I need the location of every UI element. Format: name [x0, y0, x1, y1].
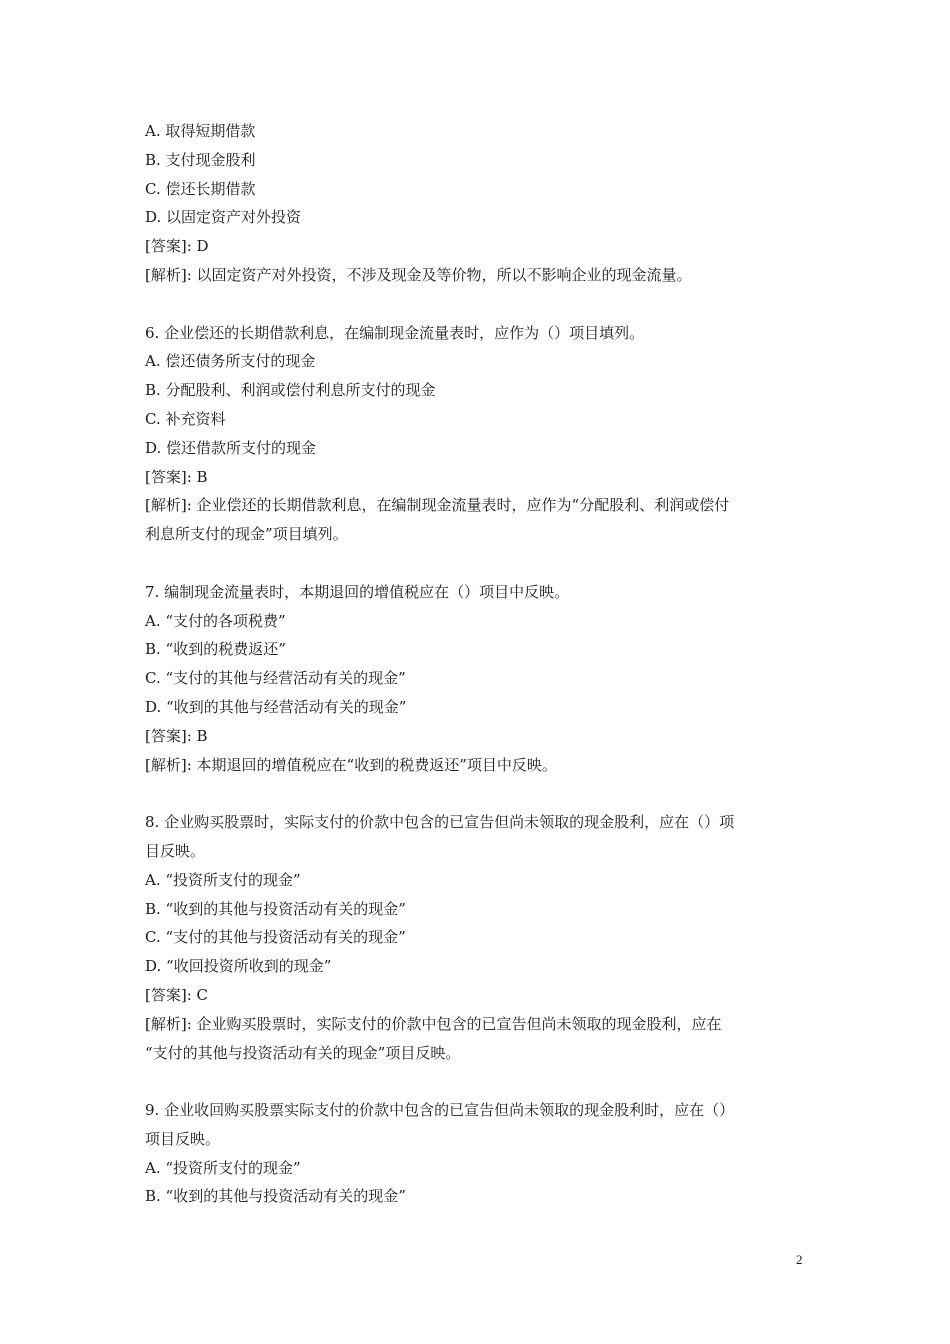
option-d: D. 以固定资产对外投资 [145, 208, 302, 227]
option-b: B. “收到的其他与投资活动有关的现金” [145, 1187, 406, 1206]
question-text: 6. 企业偿还的长期借款利息，在编制现金流量表时，应作为（）项目填列。 [145, 323, 645, 342]
question-block-5 [145, 117, 810, 290]
analysis-line-1: [解析]: 企业购买股票时，实际支付的价款中包含的已宣告但尚未领取的现金股利，应在 [145, 1014, 722, 1033]
analysis-line: [解析]: 本期退回的增值税应在“收到的税费返还”项目中反映。 [145, 755, 557, 774]
question-block-8 [145, 808, 810, 1067]
option-a: A. “投资所支付的现金” [145, 870, 301, 889]
option-d: D. “收到的其他与经营活动有关的现金” [145, 697, 407, 716]
option-c: C. “支付的其他与投资活动有关的现金” [145, 928, 406, 947]
answer-line: [答案]: C [145, 985, 209, 1004]
document-page [145, 117, 810, 1211]
option-b: B. 支付现金股利 [145, 150, 256, 169]
answer-line: [答案]: D [145, 237, 209, 256]
answer-line: [答案]: B [145, 726, 208, 745]
option-a: A. 取得短期借款 [145, 122, 256, 140]
page-number: 2 [796, 1252, 803, 1267]
option-a: A. “投资所支付的现金” [145, 1158, 301, 1177]
question-text-line-2: 项目反映。 [145, 1129, 221, 1148]
question-text-line-1: 9. 企业收回购买股票实际支付的价款中包含的已宣告但尚未领取的现金股利时，应在（） [145, 1101, 735, 1120]
analysis-line-1: [解析]: 企业偿还的长期借款利息，在编制现金流量表时，应作为“分配股利、利润或偿付 [145, 496, 730, 515]
option-b: B. 分配股利、利润或偿付利息所支付的现金 [145, 381, 436, 400]
spacer [145, 549, 810, 578]
question-text-line-2: 目反映。 [145, 841, 206, 860]
option-a: A. 偿还债务所支付的现金 [145, 352, 316, 371]
option-c: C. “支付的其他与经营活动有关的现金” [145, 669, 406, 688]
question-text: 7. 编制现金流量表时，本期退回的增值税应在（）项目中反映。 [145, 582, 570, 601]
question-block-9 [145, 1096, 810, 1211]
question-block-7 [145, 578, 810, 780]
spacer [145, 1067, 810, 1096]
option-c: C. 补充资料 [145, 409, 226, 428]
question-block-6 [145, 319, 810, 549]
spacer [145, 290, 810, 319]
spacer [145, 779, 810, 808]
answer-line: [答案]: B [145, 467, 208, 486]
option-b: B. “收到的税费返还” [145, 640, 286, 659]
option-d: D. “收回投资所收到的现金” [145, 957, 332, 976]
option-d: D. 偿还借款所支付的现金 [145, 438, 317, 457]
question-text-line-1: 8. 企业购买股票时，实际支付的价款中包含的已宣告但尚未领取的现金股利，应在（）项 [145, 813, 735, 832]
option-b: B. “收到的其他与投资活动有关的现金” [145, 899, 406, 918]
analysis-line: [解析]: 以固定资产对外投资，不涉及现金及等价物，所以不影响企业的现金流量。 [145, 265, 692, 284]
analysis-line-2: “支付的其他与投资活动有关的现金”项目反映。 [145, 1043, 461, 1062]
option-c: C. 偿还长期借款 [145, 179, 256, 198]
analysis-line-2: 利息所支付的现金”项目填列。 [145, 525, 348, 544]
option-a: A. “支付的各项税费” [145, 611, 286, 630]
